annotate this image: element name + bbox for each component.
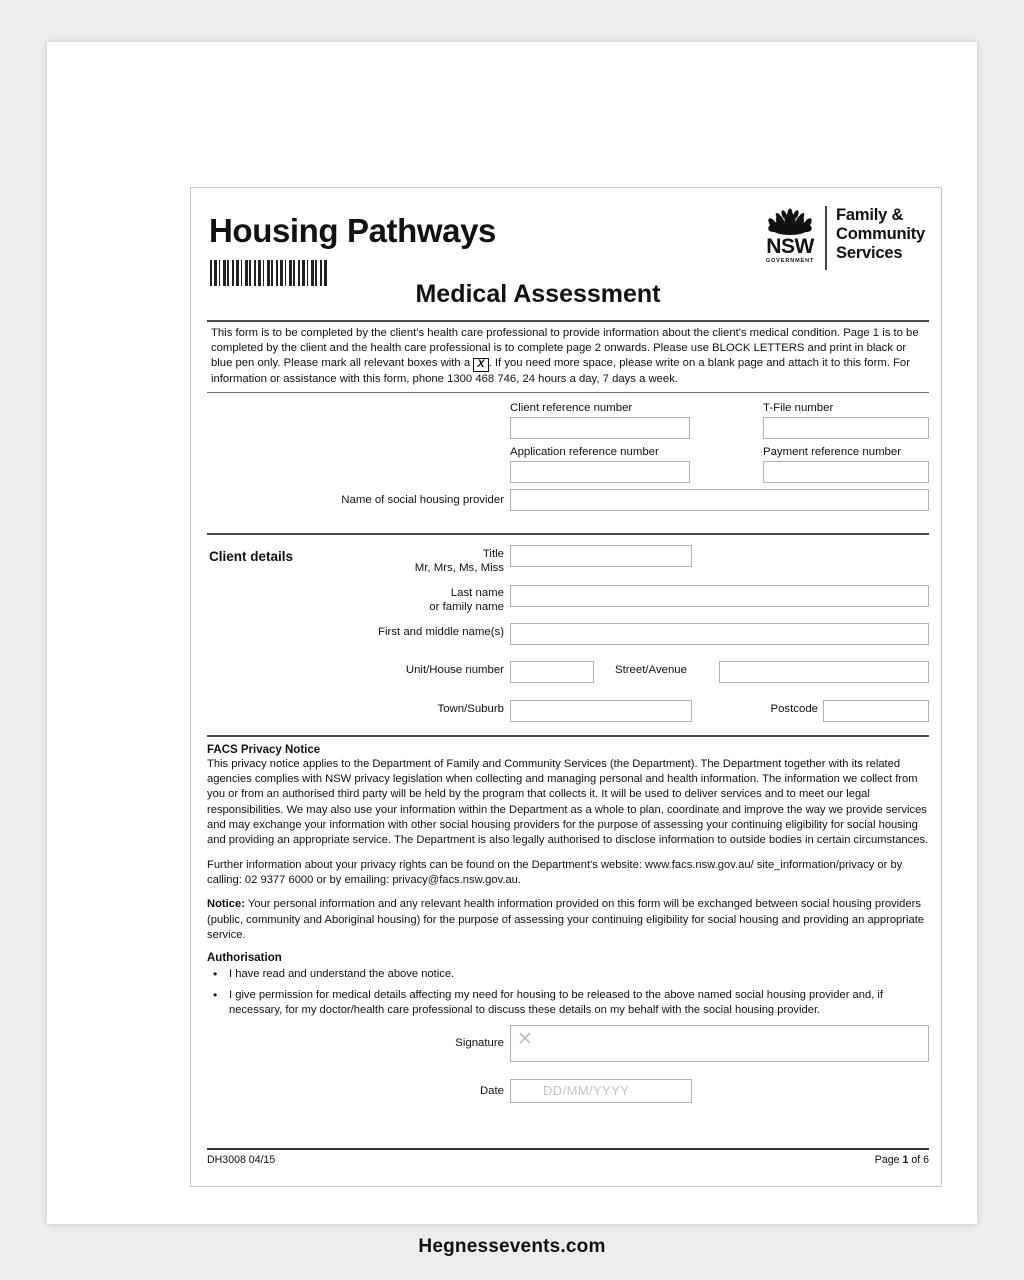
signature-input[interactable] <box>510 1025 929 1062</box>
privacy-notice-paragraph <box>207 897 929 943</box>
date-input[interactable] <box>510 1079 692 1103</box>
social-housing-provider-input[interactable] <box>510 489 929 511</box>
postcode-input[interactable] <box>823 700 929 722</box>
town-suburb-label: Town/Suburb <box>437 702 504 715</box>
authorisation-section <box>207 952 929 1109</box>
logo-divider <box>825 206 827 270</box>
page-suffix: of 6 <box>908 1154 929 1166</box>
last-name-input[interactable] <box>510 585 929 607</box>
intro-instructions <box>207 322 929 392</box>
last-name-label-line-2: or family name <box>429 600 504 613</box>
page-prefix: Page <box>874 1154 903 1166</box>
nsw-government-text: GOVERNMENT <box>765 258 815 264</box>
facs-line-3: Services <box>836 244 903 263</box>
authorisation-bullet-list <box>207 967 929 1018</box>
title-field-label-line-2: Mr, Mrs, Ms, Miss <box>414 561 504 574</box>
intro-text-part-1: This form is to be completed by the client's health care professional to provide information about the client's medical condition. Page 1 is to be completed by the client and the health care professional is to complete page 2 onwards. Please use BLOCK LETTERS and print in black or blue pen only. Please mark all relevant boxes with a <box>211 327 919 370</box>
form-inner <box>207 198 929 1166</box>
town-suburb-input[interactable] <box>510 700 692 722</box>
title-field-label <box>307 547 504 576</box>
reference-numbers-group <box>207 401 929 489</box>
waratah-flower-icon <box>764 208 816 235</box>
title-input[interactable] <box>510 545 692 567</box>
form-subtitle: Medical Assessment <box>415 280 661 308</box>
notice-label: Notice: <box>207 898 245 911</box>
authorisation-bullet-2: • I give permission for medical details affecting my need for housing to be released to the above named social housing provider and, if necessary, for my doctor/health care professional to discuss these details on my behalf with the social housing provider. <box>207 988 929 1019</box>
footer-row <box>207 1150 929 1166</box>
page-current: 1 <box>902 1154 909 1166</box>
last-name-label <box>307 586 504 615</box>
first-middle-name-input[interactable] <box>510 623 929 645</box>
t-file-number-label: T-File number <box>763 401 834 414</box>
divider-under-intro <box>207 392 929 393</box>
form-header <box>207 198 929 320</box>
notice-text: Your personal information and any relevant health information provided on this form will be exchanged between social housing providers (public, community and Aboriginal housing) for the purpose of assessing your continuing eligibility for social housing and providing an appropriate service. <box>207 898 925 942</box>
social-housing-provider-label: Name of social housing provider <box>341 493 504 506</box>
nsw-wordmark: NSW <box>766 235 814 258</box>
social-housing-provider-field <box>207 489 929 519</box>
authorisation-heading: Authorisation <box>207 952 282 965</box>
document-id: DH3008 04/15 <box>207 1154 276 1166</box>
page-number <box>875 1154 929 1166</box>
application-reference-number-field <box>510 445 690 483</box>
client-reference-number-input[interactable] <box>510 417 690 439</box>
t-file-number-input[interactable] <box>763 417 929 439</box>
unit-house-number-label: Unit/House number <box>405 663 504 676</box>
paper-sheet <box>47 42 977 1224</box>
date-field <box>207 1079 929 1109</box>
last-name-label-line-1: Last name <box>450 586 504 599</box>
form-document <box>190 187 942 1187</box>
street-avenue-label: Street/Avenue <box>615 663 687 676</box>
payment-reference-number-input[interactable] <box>763 461 929 483</box>
client-reference-number-label: Client reference number <box>510 401 633 414</box>
date-label: Date <box>479 1085 504 1098</box>
page-title: Housing Pathways <box>209 212 496 249</box>
authorisation-bullet-1: • I have read and understand the above notice. <box>207 967 929 982</box>
title-field-label-line-1: Title <box>482 547 504 560</box>
intro-text-part-2: . If you need more space, please write on a blank page and attach it to this form. For information or assistance with this form, phone 1300 468 746, 24 hours a day, 7 days a week. <box>211 357 910 385</box>
date-placeholder: DD/MM/YYYY <box>543 1083 630 1099</box>
signature-placeholder-x-icon: ✕ <box>517 1029 533 1051</box>
facs-wordmark <box>836 206 925 263</box>
x-mark-example-icon: X <box>473 358 488 372</box>
form-footer <box>207 1148 929 1166</box>
privacy-notice-section <box>207 737 929 944</box>
application-reference-number-input[interactable] <box>510 461 690 483</box>
payment-reference-number-field <box>763 445 929 483</box>
facs-line-1: Family & <box>836 206 904 224</box>
nsw-government-logo <box>764 208 825 264</box>
client-reference-number-field <box>510 401 690 439</box>
t-file-number-field <box>763 401 929 439</box>
payment-reference-number-label: Payment reference number <box>763 445 902 458</box>
unit-house-number-input[interactable] <box>510 661 594 683</box>
client-details-section <box>207 535 929 725</box>
privacy-paragraph-2: Further information about your privacy rights can be found on the Department's website: www.facs.nsw.gov.au/ site_information/privacy or by calling: 02 9377 6000 or by emailing: privacy@facs.nsw.gov.au. <box>207 858 903 886</box>
privacy-paragraph-1: This privacy notice applies to the Department of Family and Community Services (the Department). The Department together with its related agencies complies with NSW privacy legislation when collecting and managing personal and health information. The information we collect from you or from an authorised third party will be held by the program that collects it. It will be used to deliver services and to meet our legal responsibilities. We may also use your information within the Department as a whole to plan, coordinate and improve the way we provide services and may exchange your information with other social housing providers for the purpose of assessing your continuing eligibility for social housing and providing an appropriate service. The Department is also legally authorised to disclose information to outside bodies in certain circumstances. <box>207 757 929 847</box>
watermark-text: Hegnessevents.com <box>418 1236 606 1257</box>
application-reference-number-label: Application reference number <box>510 445 659 458</box>
signature-label: Signature <box>455 1037 504 1050</box>
street-avenue-input[interactable] <box>719 661 929 683</box>
facs-line-2: Community <box>836 225 925 244</box>
first-middle-name-label: First and middle name(s) <box>378 625 504 638</box>
postcode-label: Postcode <box>770 702 818 715</box>
nsw-facs-logo <box>764 206 925 270</box>
signature-field <box>207 1025 929 1069</box>
client-details-heading: Client details <box>209 548 294 564</box>
privacy-notice-heading: FACS Privacy Notice <box>207 743 321 756</box>
